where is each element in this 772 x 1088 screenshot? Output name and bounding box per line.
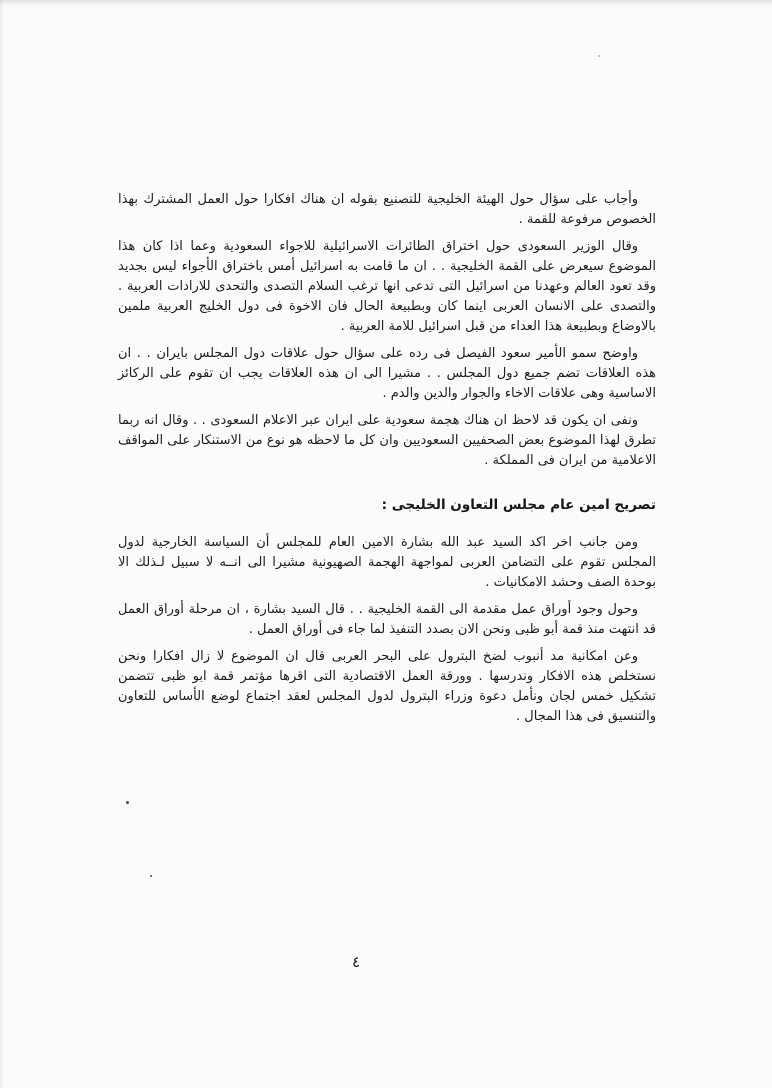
paragraph-secretary-statement: ومن جانب اخر اكد السيد عبد الله بشارة الامين العام للمجلس أن السياسة الخارجية لدول المجلس تقوم على التضامن العربى لمواجهة الهجمة الصهيونية مشيرا الى انــه لا سبيل لـذلك الا بوحدة الصف وحشد الامكانيات .: [118, 535, 656, 590]
scan-speckle: [150, 875, 152, 877]
paragraph-oil-pipeline: وعن امكانية مد أنبوب لضخ البترول على البحر العربى قال ان الموضوع لا زال افكارا ونحن نستخلص هذه الافكار وندرسها . وورقة العمل الاقتصادية التى اقرها مؤتمر قمة ابو ظبى تتضمن تشكيل خمس لجان ونأمل دعوة وزراء البترول لدول المجلس لعقد اجتماع لوضع الأساس للتعاون والتنسيق فى هذا المجال .: [118, 649, 656, 724]
scan-speckle: [126, 801, 129, 804]
document-text-block: [118, 190, 656, 734]
paragraph-council-iran-relations: واوضح سمو الأمير سعود الفيصل فى رده على سؤال حول علاقات دول المجلس بايران . . ان هذه العلاقات تضم جميع دول المجلس . . مشيرا الى ان هذه العلاقات يجب ان تقوم على الركائز الاساسية وهى علاقات الاخاء والجوار والدين والدم .: [118, 346, 656, 401]
section-heading: تصريح امين عام مجلس التعاون الخليجى :: [381, 497, 656, 513]
paragraph-israeli-airspace: وقال الوزير السعودى حول اختراق الطائرات الاسرائيلية للاجواء السعودية وعما اذا كان هذا الموضوع سيعرض على القمة الخليجية . . ان ما قامت به اسرائيل أمس باختراق الأجواء ليس بجديد وقد تعود العالم وعهدنا من اسرائيل التى تدعى انها ترغب السلام التصدى والتحدى للارادات العربية . والتصدى على الانسان العربى اينما كان وبطبيعة الحال فان الاخوة فى دول الخليج العربية ملمين بالاوضاع وبطبيعة هذا العداء من قبل اسرائيل للامة العربية .: [118, 239, 656, 334]
paragraph-media-positions: ونفى ان يكون قد لاحظ ان هناك هجمة سعودية على ايران عبر الاعلام السعودى . . وقال انه ربما تطرق لهذا الموضوع بعض الصحفيين السعوديين وان كل ما لاحظه هو نوع من الاستنكار على المواقف الاعلامية من ايران فى المملكة .: [118, 413, 656, 468]
page-number: ٤: [351, 953, 361, 971]
paragraph-working-papers: وحول وجود أوراق عمل مقدمة الى القمة الخليجية . . قال السيد بشارة ، ان مرحلة أوراق العمل قد انتهت منذ قمة أبو ظبى ونحن الان بصدد التنفيذ لما جاء فى أوراق العمل .: [118, 602, 656, 637]
paragraph-gulf-manufacturing: وأجاب على سؤال حول الهيئة الخليجية للتصنيع بقوله ان هناك افكارا حول العمل المشترك بهذا الخصوص مرفوعة للقمة .: [118, 192, 656, 227]
scan-speckle: [598, 55, 600, 57]
